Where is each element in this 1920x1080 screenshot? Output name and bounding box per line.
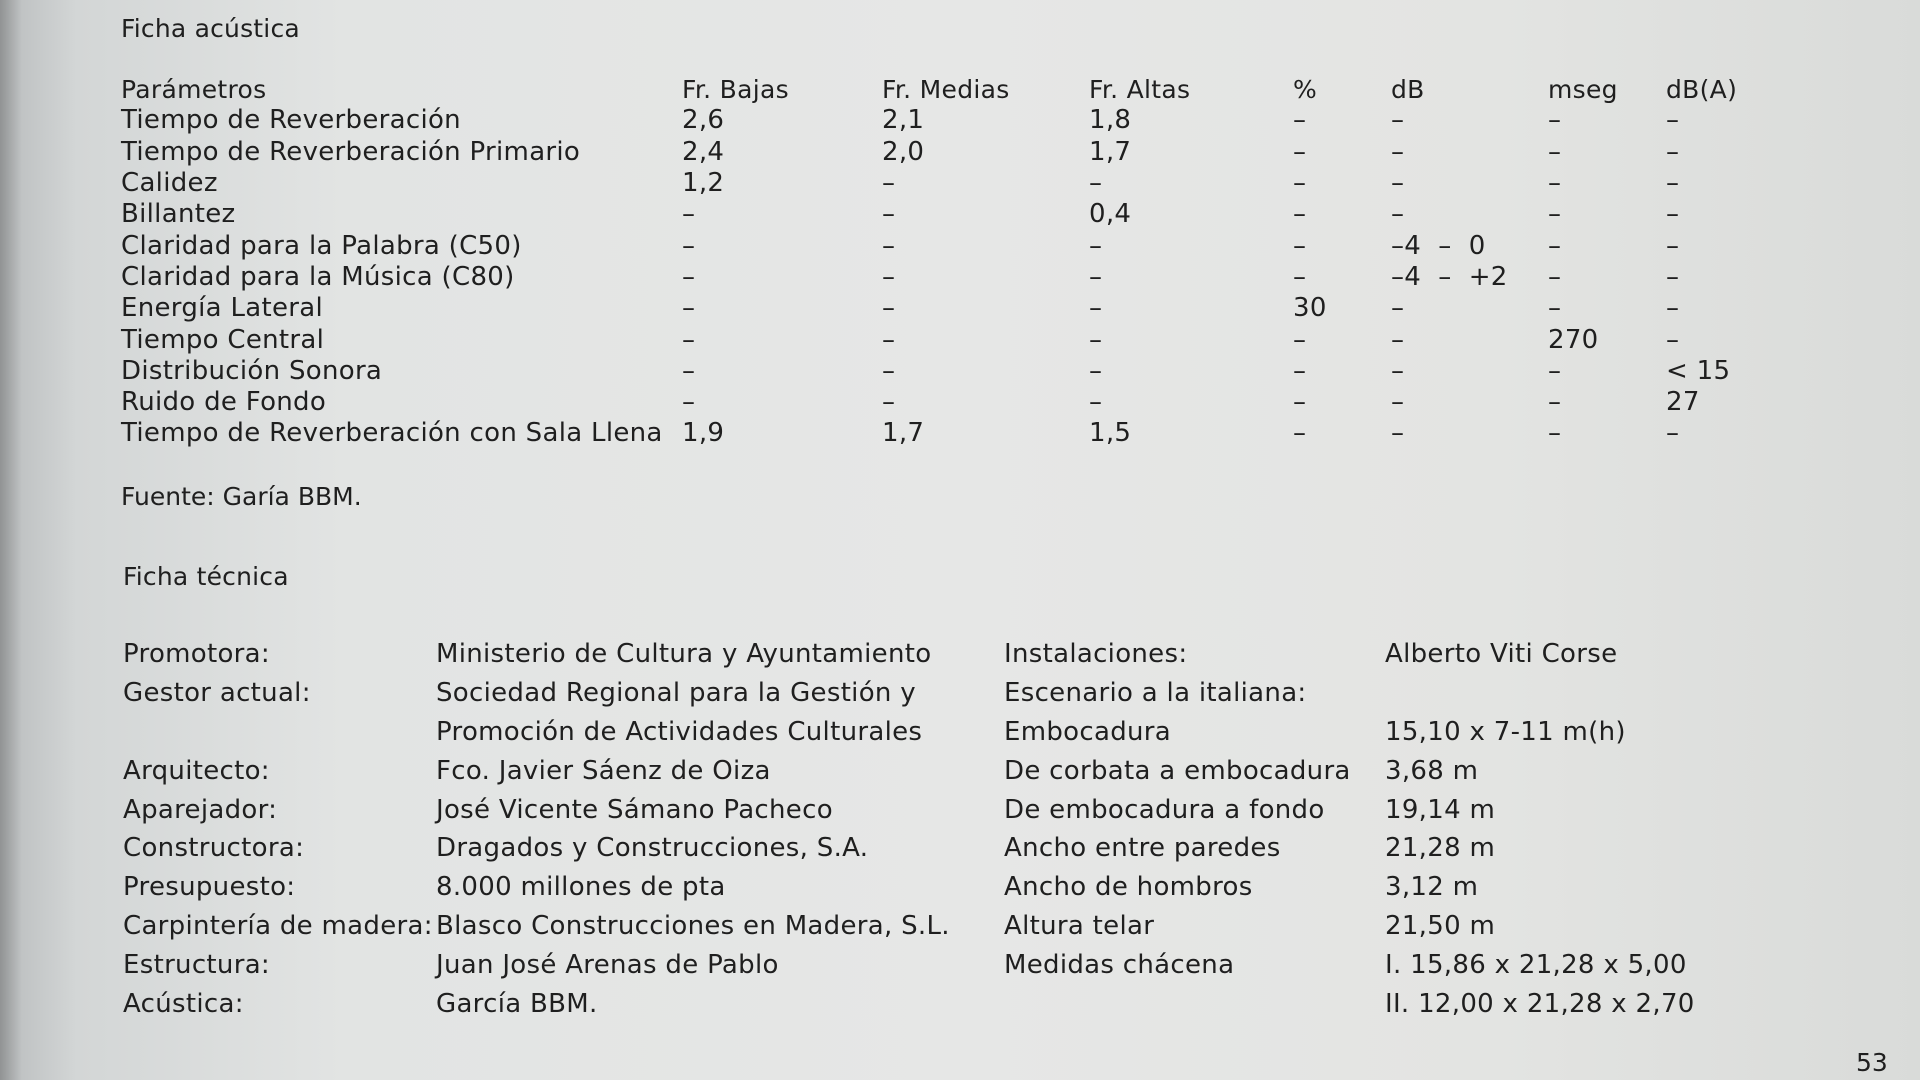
cell-mseg: –	[1548, 387, 1562, 418]
tech-installation-label: Altura telar	[1004, 910, 1155, 941]
cell-parameter: Claridad para la Música (C80)	[121, 261, 515, 292]
table-row	[121, 356, 1756, 387]
table-row	[123, 984, 1695, 1023]
tech-label: Estructura:	[123, 949, 270, 980]
col-parametros-header: Parámetros	[121, 75, 267, 105]
cell-parameter: Claridad para la Palabra (C50)	[121, 230, 522, 261]
tech-installation-value: 19,14 m	[1385, 794, 1496, 825]
cell-mseg: –	[1548, 355, 1562, 386]
cell-fr-medias: 2,0	[882, 136, 925, 167]
cell-dba: < 15	[1666, 355, 1731, 386]
source-note: Fuente: Garía BBM.	[121, 482, 362, 511]
cell-mseg: –	[1548, 261, 1562, 292]
acoustic-parameters-table	[121, 74, 1756, 450]
cell-dba: –	[1666, 168, 1680, 199]
col-db-header: dB	[1391, 75, 1425, 105]
cell-parameter: Tiempo de Reverberación con Sala Llena	[121, 418, 663, 449]
cell-percent: –	[1293, 105, 1307, 136]
tech-value: Fco. Javier Sáenz de Oiza	[436, 755, 771, 786]
cell-fr-altas: –	[1089, 355, 1103, 386]
tech-label: Constructora:	[123, 833, 305, 864]
page-gutter-shadow	[0, 0, 22, 1080]
tech-installation-label: Ancho entre paredes	[1004, 833, 1281, 864]
tech-value: García BBM.	[436, 988, 598, 1019]
table-row	[123, 907, 1695, 946]
table-row	[121, 387, 1756, 418]
tech-value: Sociedad Regional para la Gestión y	[436, 678, 916, 709]
acoustic-table-header-row	[121, 74, 1756, 105]
page-number: 53	[1856, 1048, 1888, 1077]
table-row	[121, 199, 1756, 230]
tech-value: Promoción de Actividades Culturales	[436, 716, 923, 747]
cell-fr-bajas: –	[682, 355, 696, 386]
cell-parameter: Tiempo de Reverberación	[121, 105, 461, 136]
tech-installation-value: 21,28 m	[1385, 833, 1496, 864]
cell-fr-altas: 0,4	[1089, 199, 1132, 230]
cell-dba: –	[1666, 105, 1680, 136]
table-row	[121, 262, 1756, 293]
table-row	[123, 790, 1695, 829]
tech-installation-value: I. 15,86 x 21,28 x 5,00	[1385, 949, 1687, 980]
cell-db: –	[1391, 355, 1405, 386]
cell-fr-altas: –	[1089, 261, 1103, 292]
cell-mseg: –	[1548, 168, 1562, 199]
cell-dba: –	[1666, 230, 1680, 261]
col-percent-header: %	[1293, 75, 1318, 105]
cell-mseg: –	[1548, 136, 1562, 167]
table-row	[121, 418, 1756, 449]
table-row	[123, 674, 1695, 713]
tech-installation-value: 15,10 x 7-11 m(h)	[1385, 716, 1626, 747]
cell-mseg: 270	[1548, 324, 1599, 355]
tech-label: Arquitecto:	[123, 755, 270, 786]
table-row	[123, 713, 1695, 752]
cell-fr-altas: –	[1089, 230, 1103, 261]
cell-db: –	[1391, 293, 1405, 324]
cell-dba: –	[1666, 199, 1680, 230]
cell-db: –	[1391, 199, 1405, 230]
cell-parameter: Ruido de Fondo	[121, 387, 327, 418]
cell-parameter: Tiempo de Reverberación Primario	[121, 136, 581, 167]
tech-label: Aparejador:	[123, 794, 278, 825]
cell-percent: –	[1293, 355, 1307, 386]
cell-fr-bajas: 1,2	[682, 168, 725, 199]
cell-fr-bajas: –	[682, 324, 696, 355]
table-row	[121, 137, 1756, 168]
cell-mseg: –	[1548, 230, 1562, 261]
cell-fr-bajas: 1,9	[682, 418, 725, 449]
table-row	[123, 829, 1695, 868]
tech-installation-label: De corbata a embocadura	[1004, 755, 1351, 786]
cell-fr-medias: 2,1	[882, 105, 925, 136]
cell-fr-altas: 1,7	[1089, 136, 1132, 167]
cell-dba: –	[1666, 418, 1680, 449]
cell-fr-bajas: –	[682, 261, 696, 292]
cell-db: –	[1391, 105, 1405, 136]
cell-fr-altas: –	[1089, 387, 1103, 418]
cell-fr-medias: –	[882, 230, 896, 261]
cell-fr-bajas: 2,4	[682, 136, 725, 167]
cell-db: –	[1391, 418, 1405, 449]
col-fr-altas-header: Fr. Altas	[1089, 75, 1191, 105]
cell-percent: –	[1293, 261, 1307, 292]
table-row	[123, 945, 1695, 984]
table-row	[123, 751, 1695, 790]
cell-fr-bajas: –	[682, 293, 696, 324]
acoustic-heading: Ficha acústica	[121, 14, 300, 43]
tech-value: José Vicente Sámano Pacheco	[436, 794, 833, 825]
cell-fr-altas: 1,5	[1089, 418, 1132, 449]
tech-installation-value: II. 12,00 x 21,28 x 2,70	[1385, 988, 1695, 1019]
cell-parameter: Calidez	[121, 168, 218, 199]
tech-installation-value: 3,68 m	[1385, 755, 1479, 786]
cell-parameter: Billantez	[121, 199, 236, 230]
cell-mseg: –	[1548, 199, 1562, 230]
cell-fr-bajas: 2,6	[682, 105, 725, 136]
cell-dba: –	[1666, 136, 1680, 167]
tech-installation-value: 21,50 m	[1385, 910, 1496, 941]
cell-db: –	[1391, 168, 1405, 199]
tech-installation-label: Medidas chácena	[1004, 949, 1235, 980]
table-row	[121, 168, 1756, 199]
tech-label	[123, 713, 436, 752]
technical-heading: Ficha técnica	[123, 562, 289, 591]
cell-dba: –	[1666, 324, 1680, 355]
cell-fr-medias: –	[882, 324, 896, 355]
cell-dba: –	[1666, 261, 1680, 292]
tech-installation-label	[1004, 984, 1385, 1023]
tech-installation-value: Alberto Viti Corse	[1385, 639, 1618, 670]
tech-label: Gestor actual:	[123, 678, 311, 709]
cell-fr-medias: –	[882, 168, 896, 199]
cell-fr-altas: –	[1089, 324, 1103, 355]
technical-sheet-table	[123, 635, 1695, 1023]
table-row	[121, 105, 1756, 136]
cell-fr-altas: 1,8	[1089, 105, 1132, 136]
tech-installation-label: Instalaciones:	[1004, 639, 1188, 670]
cell-db: –4 – 0	[1391, 230, 1486, 261]
cell-db: –4 – +2	[1391, 261, 1508, 292]
col-dba-header: dB(A)	[1666, 75, 1738, 105]
table-row	[121, 230, 1756, 261]
cell-percent: –	[1293, 324, 1307, 355]
col-fr-medias-header: Fr. Medias	[882, 75, 1010, 105]
cell-dba: 27	[1666, 387, 1700, 418]
col-fr-bajas-header: Fr. Bajas	[682, 75, 789, 105]
tech-installation-value: 3,12 m	[1385, 872, 1479, 903]
cell-fr-altas: –	[1089, 293, 1103, 324]
tech-value: Blasco Construcciones en Madera, S.L.	[436, 910, 950, 941]
cell-percent: –	[1293, 230, 1307, 261]
tech-installation-label: Embocadura	[1004, 716, 1171, 747]
cell-fr-medias: –	[882, 387, 896, 418]
tech-value: Ministerio de Cultura y Ayuntamiento	[436, 639, 932, 670]
tech-installation-label: Escenario a la italiana:	[1004, 678, 1307, 709]
cell-fr-medias: 1,7	[882, 418, 925, 449]
cell-fr-medias: –	[882, 355, 896, 386]
cell-fr-medias: –	[882, 261, 896, 292]
tech-value: Dragados y Construcciones, S.A.	[436, 833, 869, 864]
tech-installation-label: Ancho de hombros	[1004, 872, 1253, 903]
col-mseg-header: mseg	[1548, 75, 1618, 105]
cell-dba: –	[1666, 293, 1680, 324]
table-row	[121, 324, 1756, 355]
tech-value: 8.000 millones de pta	[436, 872, 726, 903]
tech-label: Promotora:	[123, 639, 270, 670]
cell-parameter: Tiempo Central	[121, 324, 325, 355]
cell-mseg: –	[1548, 293, 1562, 324]
cell-parameter: Distribución Sonora	[121, 355, 383, 386]
table-row	[123, 635, 1695, 674]
cell-percent: –	[1293, 168, 1307, 199]
tech-installation-label: De embocadura a fondo	[1004, 794, 1325, 825]
cell-fr-bajas: –	[682, 199, 696, 230]
tech-installation-value	[1385, 674, 1695, 713]
cell-percent: –	[1293, 199, 1307, 230]
cell-mseg: –	[1548, 418, 1562, 449]
cell-percent: –	[1293, 387, 1307, 418]
tech-label: Presupuesto:	[123, 872, 296, 903]
tech-value: Juan José Arenas de Pablo	[436, 949, 779, 980]
tech-label: Carpintería de madera:	[123, 910, 433, 941]
cell-mseg: –	[1548, 105, 1562, 136]
cell-fr-bajas: –	[682, 387, 696, 418]
cell-fr-bajas: –	[682, 230, 696, 261]
table-row	[121, 293, 1756, 324]
cell-percent: 30	[1293, 293, 1327, 324]
cell-percent: –	[1293, 418, 1307, 449]
cell-fr-altas: –	[1089, 168, 1103, 199]
table-row	[123, 868, 1695, 907]
cell-db: –	[1391, 387, 1405, 418]
cell-parameter: Energía Lateral	[121, 293, 324, 324]
tech-label: Acústica:	[123, 988, 244, 1019]
cell-fr-medias: –	[882, 293, 896, 324]
cell-db: –	[1391, 136, 1405, 167]
cell-fr-medias: –	[882, 199, 896, 230]
cell-db: –	[1391, 324, 1405, 355]
cell-percent: –	[1293, 136, 1307, 167]
